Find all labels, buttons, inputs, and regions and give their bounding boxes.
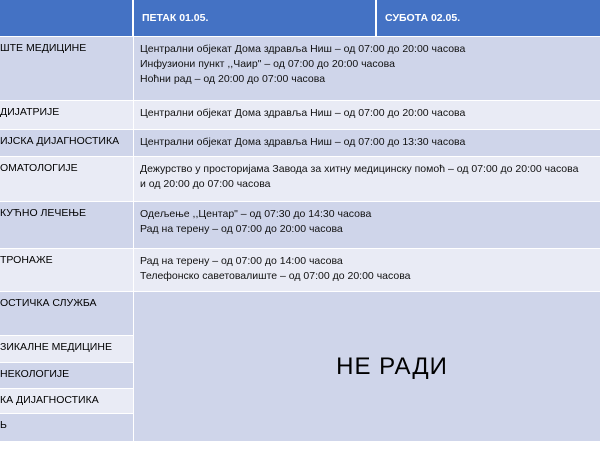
- schedule-cell: [134, 157, 600, 201]
- schedule-line: Инфузиони пункт ,,Чаир" – од 07:00 до 20:00 часова: [140, 58, 395, 70]
- schedule-cell: [134, 202, 600, 248]
- service-cell: [0, 292, 133, 335]
- service-cell: [0, 249, 133, 291]
- service-name: КА ДИЈАГНОСТИКА: [0, 394, 99, 406]
- schedule-line: Централни објекат Дома здравља Ниш – од 07:00 до 20:00 часова: [140, 107, 466, 119]
- header-service-cell: [0, 0, 133, 36]
- schedule-line: Телефонско саветовалиште – од 07:00 до 20:00 часова: [140, 270, 411, 282]
- service-name: ИЈСКА ДИЈАГНОСТИКА: [0, 135, 120, 147]
- service-name: ОСТИЧКА СЛУЖБА: [0, 297, 97, 309]
- schedule-line: Централни објекат Дома здравља Ниш – од 07:00 до 13:30 часова: [140, 136, 466, 148]
- schedule-cell: [134, 37, 600, 100]
- header-saturday-label: СУБОТА 02.05.: [385, 12, 461, 24]
- service-cell: [0, 157, 133, 201]
- header-friday-label: ПЕТАК 01.05.: [142, 12, 209, 24]
- service-name: ТРОНАЖЕ: [0, 254, 53, 266]
- service-cell: [0, 202, 133, 248]
- header-friday-cell: [134, 0, 376, 36]
- service-name: ОМАТОЛОГИЈЕ: [0, 162, 78, 174]
- schedule-line: Ноћни рад – од 20:00 до 07:00 часова: [140, 73, 326, 85]
- schedule-line: Одељење ,,Центар" – од 07:30 до 14:30 часова: [140, 208, 372, 220]
- schedule-cell: [134, 249, 600, 291]
- schedule-line: и од 20:00 до 07:00 часова: [140, 178, 271, 190]
- schedule-line: Централни објекат Дома здравља Ниш – од 07:00 до 20:00 часова: [140, 43, 466, 55]
- schedule-cell: [134, 130, 600, 156]
- service-cell: [0, 37, 133, 100]
- schedule-cell: [134, 101, 600, 129]
- service-name: НЕКОЛОГИЈЕ: [0, 368, 70, 380]
- service-name: ЗИКАЛНЕ МЕДИЦИНЕ: [0, 341, 112, 353]
- service-cell: [0, 363, 133, 388]
- closed-label: НЕ РАДИ: [336, 352, 448, 380]
- schedule-line: Дежурство у просторијама Завода за хитну медицинску помоћ – од 07:00 до 20:00 часова: [140, 163, 579, 175]
- service-name: Ь: [0, 419, 7, 431]
- schedule-line: Рад на терену – од 07:00 до 14:00 часова: [140, 255, 343, 267]
- service-name: ШТЕ МЕДИЦИНЕ: [0, 42, 87, 54]
- schedule-line: Рад на терену – од 07:00 до 20:00 часова: [140, 223, 343, 235]
- service-name: ДИЈАТРИЈЕ: [0, 106, 60, 118]
- header-saturday-cell: [377, 0, 600, 36]
- service-cell: [0, 101, 133, 129]
- service-name: КУЋНО ЛЕЧЕЊЕ: [0, 207, 87, 219]
- service-cell: [0, 336, 133, 362]
- service-cell: [0, 414, 133, 441]
- service-cell: [0, 389, 133, 413]
- closed-merged-cell: [134, 292, 600, 441]
- service-cell: [0, 130, 133, 156]
